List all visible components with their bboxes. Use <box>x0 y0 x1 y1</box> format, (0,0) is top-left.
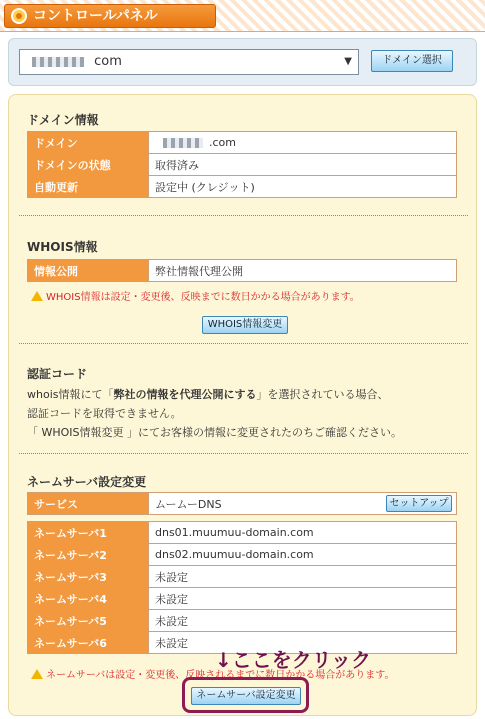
table-row <box>28 493 457 515</box>
domain-status-value: 取得済み <box>149 154 457 176</box>
whois-change-button[interactable]: WHOIS情報変更 <box>202 316 288 334</box>
table-row <box>28 610 457 632</box>
warning-icon <box>31 669 43 679</box>
masked-domain-name <box>163 138 203 148</box>
domain-value: .com <box>149 132 457 154</box>
auth-code-emphasis: 弊社の情報を代理公開にする <box>113 388 257 401</box>
nameserver-6-label: ネームサーバ6 <box>28 632 149 654</box>
click-here-annotation: ↓ここをクリック <box>215 648 371 672</box>
service-table <box>27 492 457 515</box>
service-label: サービス <box>28 493 149 515</box>
divider <box>19 343 468 344</box>
warning-icon <box>31 291 43 301</box>
nameserver-3-value: 未設定 <box>149 566 457 588</box>
table-row <box>28 176 457 198</box>
table-row <box>28 544 457 566</box>
control-panel-title-bar <box>4 4 216 28</box>
whois-title: WHOIS情報 <box>27 240 98 254</box>
nameserver-change-button[interactable]: ネームサーバ設定変更 <box>191 687 301 705</box>
table-row <box>28 566 457 588</box>
nameserver-5-value: 未設定 <box>149 610 457 632</box>
divider <box>19 215 468 216</box>
table-row <box>28 260 457 282</box>
page-title: コントロールパネル <box>33 8 158 24</box>
nameserver-warning: ネームサーバは設定・変更後、反映されるまでに数日かかる場合があります。 <box>31 666 395 681</box>
domain-select-panel <box>8 38 477 86</box>
table-row <box>28 154 457 176</box>
whois-disclosure-label: 情報公開 <box>28 260 149 282</box>
nameserver-4-label: ネームサーバ4 <box>28 588 149 610</box>
auth-code-description: whois情報にて「弊社の情報を代理公開にする」を選択されている場合、 認証コードを取得できません。 「 WHOIS情報変更 」にてお客様の情報に変更されたのちご確認ください。 <box>27 388 403 439</box>
whois-disclosure-value: 弊社情報代理公開 <box>149 260 457 282</box>
auto-renew-value: 設定中 (クレジット) <box>149 176 457 198</box>
whois-warning: WHOIS情報は設定・変更後、反映までに数日かかる場合があります。 <box>31 288 360 303</box>
whois-table <box>27 259 457 282</box>
nameserver-4-value: 未設定 <box>149 588 457 610</box>
nameserver-title: ネームサーバ設定変更 <box>27 475 147 489</box>
domain-select-button[interactable]: ドメイン選択 <box>371 50 453 72</box>
nameserver-table <box>27 521 457 654</box>
domain-select[interactable] <box>19 49 359 75</box>
service-value: ムームーDNS セットアップ <box>149 493 457 515</box>
domain-info-title: ドメイン情報 <box>27 113 99 127</box>
gear-icon <box>11 8 27 24</box>
auto-renew-label: 自動更新 <box>28 176 149 198</box>
domain-label: ドメイン <box>28 132 149 154</box>
nameserver-1-label: ネームサーバ1 <box>28 522 149 544</box>
auth-code-title: 認証コード <box>27 367 88 381</box>
nameserver-1-value: dns01.muumuu-domain.com <box>149 522 457 544</box>
table-row <box>28 588 457 610</box>
table-row <box>28 522 457 544</box>
domain-select-value: com <box>94 54 122 69</box>
main-panel <box>8 94 477 716</box>
divider <box>19 453 468 454</box>
masked-domain-name <box>32 57 84 67</box>
chevron-down-icon: ▼ <box>344 56 352 67</box>
table-row <box>28 132 457 154</box>
setup-button[interactable]: セットアップ <box>386 495 452 512</box>
nameserver-6-value: 未設定 <box>149 632 457 654</box>
domain-status-label: ドメインの状態 <box>28 154 149 176</box>
nameserver-3-label: ネームサーバ3 <box>28 566 149 588</box>
nameserver-2-label: ネームサーバ2 <box>28 544 149 566</box>
nameserver-5-label: ネームサーバ5 <box>28 610 149 632</box>
nameserver-2-value: dns02.muumuu-domain.com <box>149 544 457 566</box>
header-bar <box>0 0 485 32</box>
domain-info-table <box>27 131 457 198</box>
